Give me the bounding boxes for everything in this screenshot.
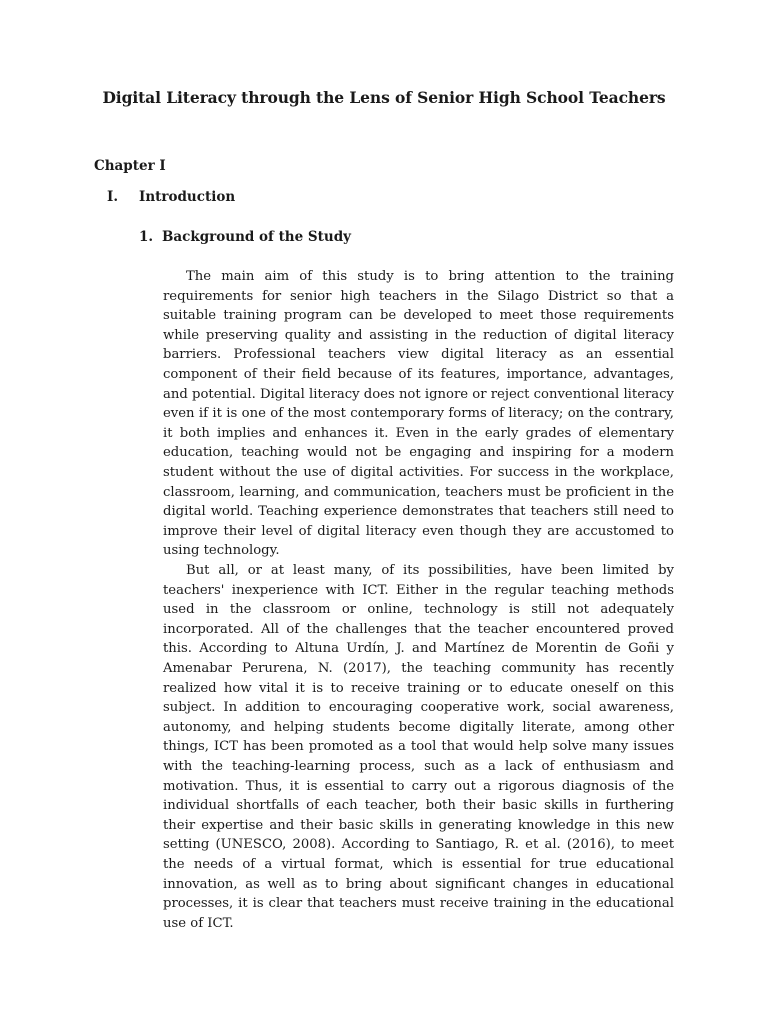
section-number: I.	[107, 189, 119, 205]
document-title: Digital Literacy through the Lens of Senior High School Teachers	[102, 88, 666, 107]
body-paragraph: But all, or at least many, of its possibilities, have been limited by teachers' inexperience with ICT. Either in the regular teaching methods used in the classroom or online, technology is still not adequately incorporated. All of the challenges that the teacher encountered proved this. According to Altuna Urdín, J. and Martínez de Morentin de Goñi y Amenabar Perurena, N. (2017), the teaching community has recently realized how vital it is to receive training or to educate oneself on this subject. In addition to encouraging cooperative work, social awareness, autonomy, and helping students become digitally literate, among other things, ICT has been promoted as a tool that would help solve many issues with the teaching-learning process, such as a lack of enthusiasm and motivation. Thus, it is essential to carry out a rigorous diagnosis of the individual shortfalls of each teacher, both their basic skills in furthering their expertise and their basic skills in generating knowledge in this new setting (UNESCO, 2008). According to Santiago, R. et al. (2016), to meet the needs of a virtual format, which is essential for true educational innovation, as well as to bring about significant changes in educational processes, it is clear that teachers must receive training in the educational use of ICT.	[163, 563, 674, 931]
body-paragraph: The main aim of this study is to bring attention to the training requirements for senior high teachers in the Silago District so that a suitable training program can be developed to meet those requirements while preserving quality and assisting in the reduction of digital literacy barriers. Professional teachers view digital literacy as an essential component of their field because of its features, importance, advantages, and potential. Digital literacy does not ignore or reject conventional literacy even if it is one of the most contemporary forms of literacy; on the contrary, it both implies and enhances it. Even in the early grades of elementary education, teaching would not be engaging and inspiring for a modern student without the use of digital activities. For success in the workplace, classroom, learning, and communication, teachers must be proficient in the digital world. Teaching experience demonstrates that teachers still need to improve their level of digital literacy even though they are accustomed to using technology.	[163, 269, 674, 559]
subsection-title: Background of the Study	[162, 229, 351, 245]
section-heading	[107, 189, 235, 205]
subsection-number: 1.	[139, 229, 154, 245]
subsection-heading	[139, 229, 351, 245]
section-title: Introduction	[139, 189, 236, 205]
chapter-heading: Chapter I	[94, 158, 166, 174]
